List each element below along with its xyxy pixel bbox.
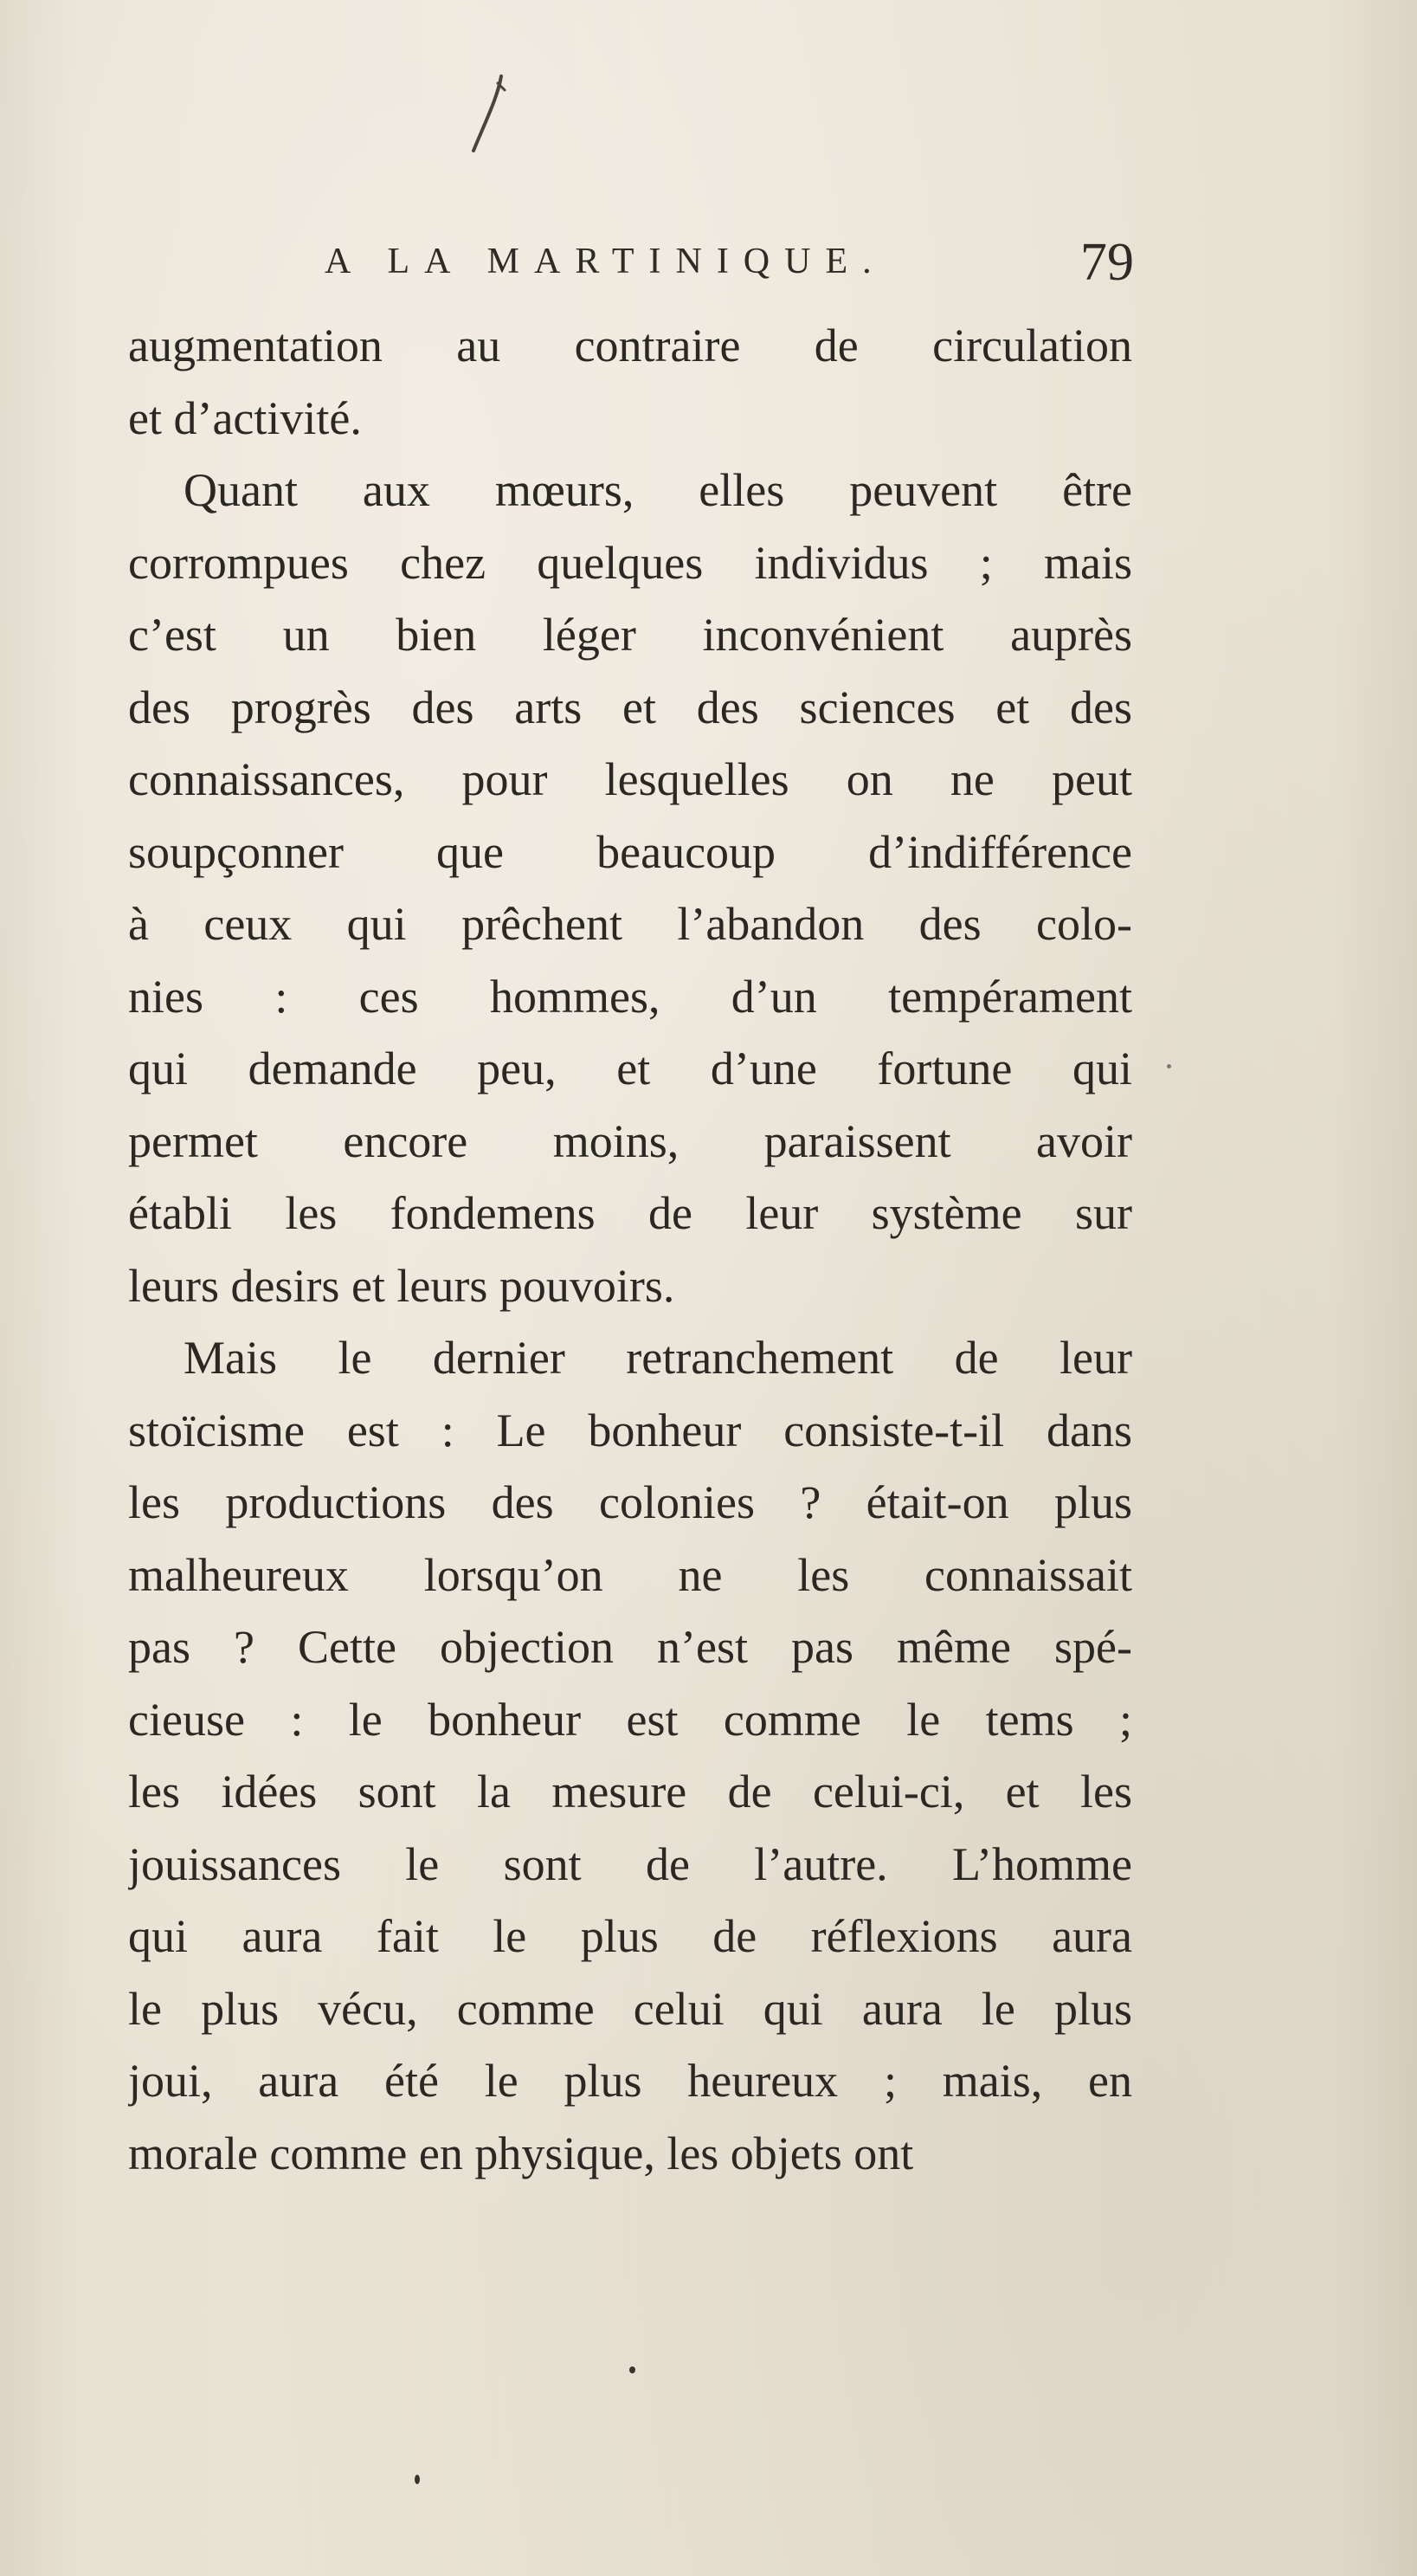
text-line: joui, aura été le plus heureux ; mais, en	[128, 2055, 1132, 2107]
text-line: des progrès des arts et des sciences et des	[128, 681, 1132, 733]
page-header	[325, 232, 1134, 301]
text-line: morale comme en physique, les objets ont	[128, 2127, 914, 2179]
text-line: leurs desirs et leurs pouvoirs.	[128, 1259, 675, 1312]
text-line: permet encore moins, paraissent avoir	[128, 1114, 1132, 1167]
text-line: et d’activité.	[128, 391, 362, 444]
text-line: stoïcisme est : Le bonheur consiste-t-il dans	[128, 1404, 1132, 1456]
running-title: A LA MARTINIQUE.	[325, 242, 886, 281]
text-line: le plus vécu, comme celui qui aura le plus	[128, 1982, 1132, 2035]
text-line: qui aura fait le plus de réflexions aura	[128, 1910, 1132, 1962]
text-line: qui demande peu, et d’une fortune qui	[128, 1043, 1132, 1094]
pencil-mark	[463, 71, 515, 158]
text-line: corrompues chez quelques individus ; mais	[128, 536, 1132, 589]
text-line: connaissances, pour lesquelles on ne peut	[128, 753, 1132, 805]
text-line: pas ? Cette objection n’est pas même spé-	[128, 1621, 1132, 1673]
paragraph-first-line: Quant aux mœurs, elles peuvent être	[184, 464, 1132, 516]
text-line: soupçonner que beaucoup d’indifférence	[128, 825, 1132, 878]
ink-speck	[629, 2366, 635, 2373]
text-line: jouissances le sont de l’autre. L’homme	[128, 1837, 1132, 1890]
paragraph-first-line: Mais le dernier retranchement de leur	[184, 1332, 1132, 1384]
text-line: cieuse : le bonheur est comme le tems ;	[128, 1693, 1132, 1746]
body-text	[128, 310, 1132, 2190]
text-line: c’est un bien léger inconvénient auprès	[128, 609, 1132, 661]
page-number: 79	[1080, 233, 1134, 292]
text-line: les idées sont la mesure de celui-ci, et les	[128, 1766, 1132, 1817]
text-line: à ceux qui prêchent l’abandon des colo-	[128, 898, 1132, 950]
text-line: nies : ces hommes, d’un tempérament	[128, 970, 1132, 1023]
paragraph-first-line: augmentation au contraire de circulation	[128, 320, 1132, 371]
ink-speck	[415, 2475, 420, 2484]
text-line: les productions des colonies ? était-on plus	[128, 1476, 1132, 1528]
ink-speck	[1167, 1064, 1171, 1068]
text-line: établi les fondemens de leur système sur	[128, 1187, 1132, 1239]
text-line: malheureux lorsqu’on ne les connaissait	[128, 1548, 1132, 1601]
